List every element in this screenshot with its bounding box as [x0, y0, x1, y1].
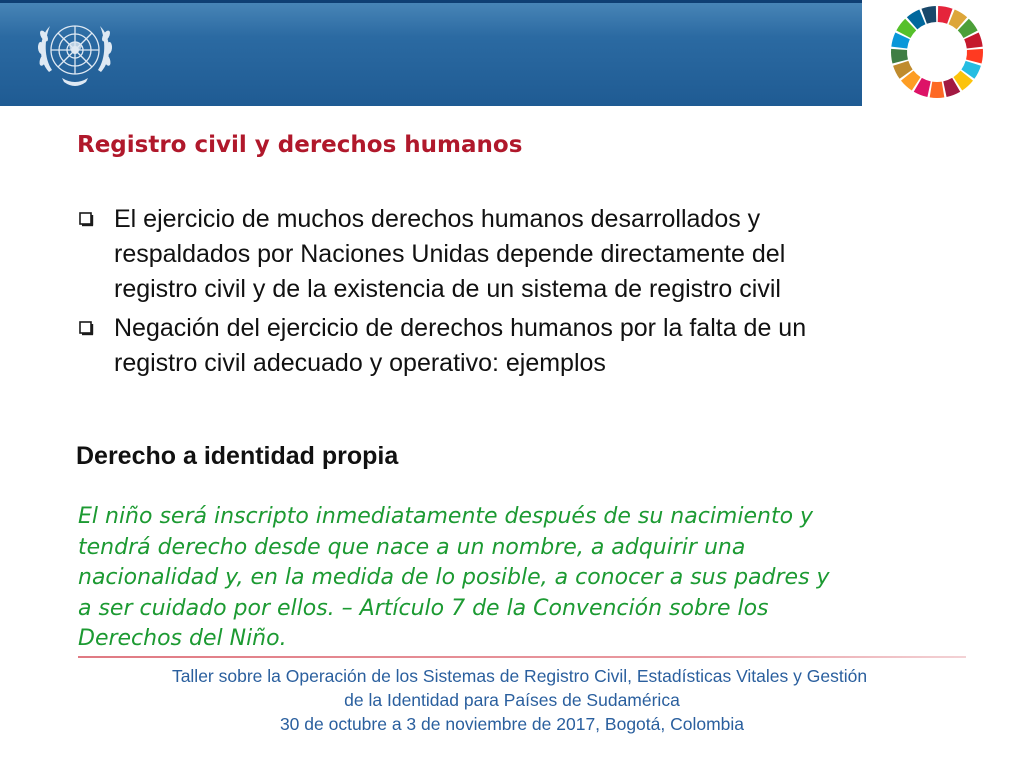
- header-banner: [0, 0, 1024, 106]
- sdg-color-wheel-icon: [872, 0, 1002, 106]
- united-nations-emblem-icon: [30, 14, 120, 92]
- footer-line-2: de la Identidad para Países de Sudamérica: [344, 690, 680, 710]
- quote-line: a ser cuidado por ellos. – Artículo 7 de la Convención sobre los: [78, 595, 769, 621]
- quote-line: tendrá derecho desde que nace a un nombre, a adquirir una: [78, 534, 746, 560]
- slide-title: Registro civil y derechos humanos: [77, 132, 523, 158]
- bullet-line: Negación del ejercicio de derechos humanos por la falta de un: [114, 314, 807, 342]
- sdg-wheel-segment: [930, 82, 945, 98]
- bullet-item: [76, 202, 956, 307]
- quote-text: [78, 502, 978, 655]
- quote-line: nacionalidad y, en la medida de lo posible, a conocer a sus padres y: [78, 565, 830, 590]
- footer: [0, 664, 1024, 736]
- bullet-line: respaldados por Naciones Unidas depende directamente del: [114, 240, 786, 268]
- bullet-line: registro civil y de la existencia de un sistema de registro civil: [114, 275, 781, 303]
- bullet-line: registro civil adecuado y operativo: ejemplos: [114, 349, 606, 377]
- quote-line: El niño será inscripto inmediatamente después de su nacimiento y: [78, 504, 814, 529]
- footer-line-3: 30 de octubre a 3 de noviembre de 2017, Bogotá, Colombia: [279, 714, 745, 734]
- sdg-wheel-segment: [966, 49, 983, 64]
- footer-line-1: Taller sobre la Operación de los Sistemas de Registro Civil, Estadísticas Vitales y Gestión: [171, 666, 868, 686]
- section-subtitle: Derecho a identidad propia: [76, 442, 399, 470]
- hollow-square-bullet-icon: [78, 210, 95, 227]
- footer-divider: [78, 656, 966, 658]
- sdg-wheel-segment: [891, 49, 908, 64]
- bullet-line: El ejercicio de muchos derechos humanos desarrollados y: [114, 205, 761, 233]
- hollow-square-bullet-icon: [78, 319, 95, 336]
- bullet-list: [76, 202, 956, 385]
- bullet-item: [76, 311, 956, 381]
- quote-line: Derechos del Niño.: [78, 626, 287, 651]
